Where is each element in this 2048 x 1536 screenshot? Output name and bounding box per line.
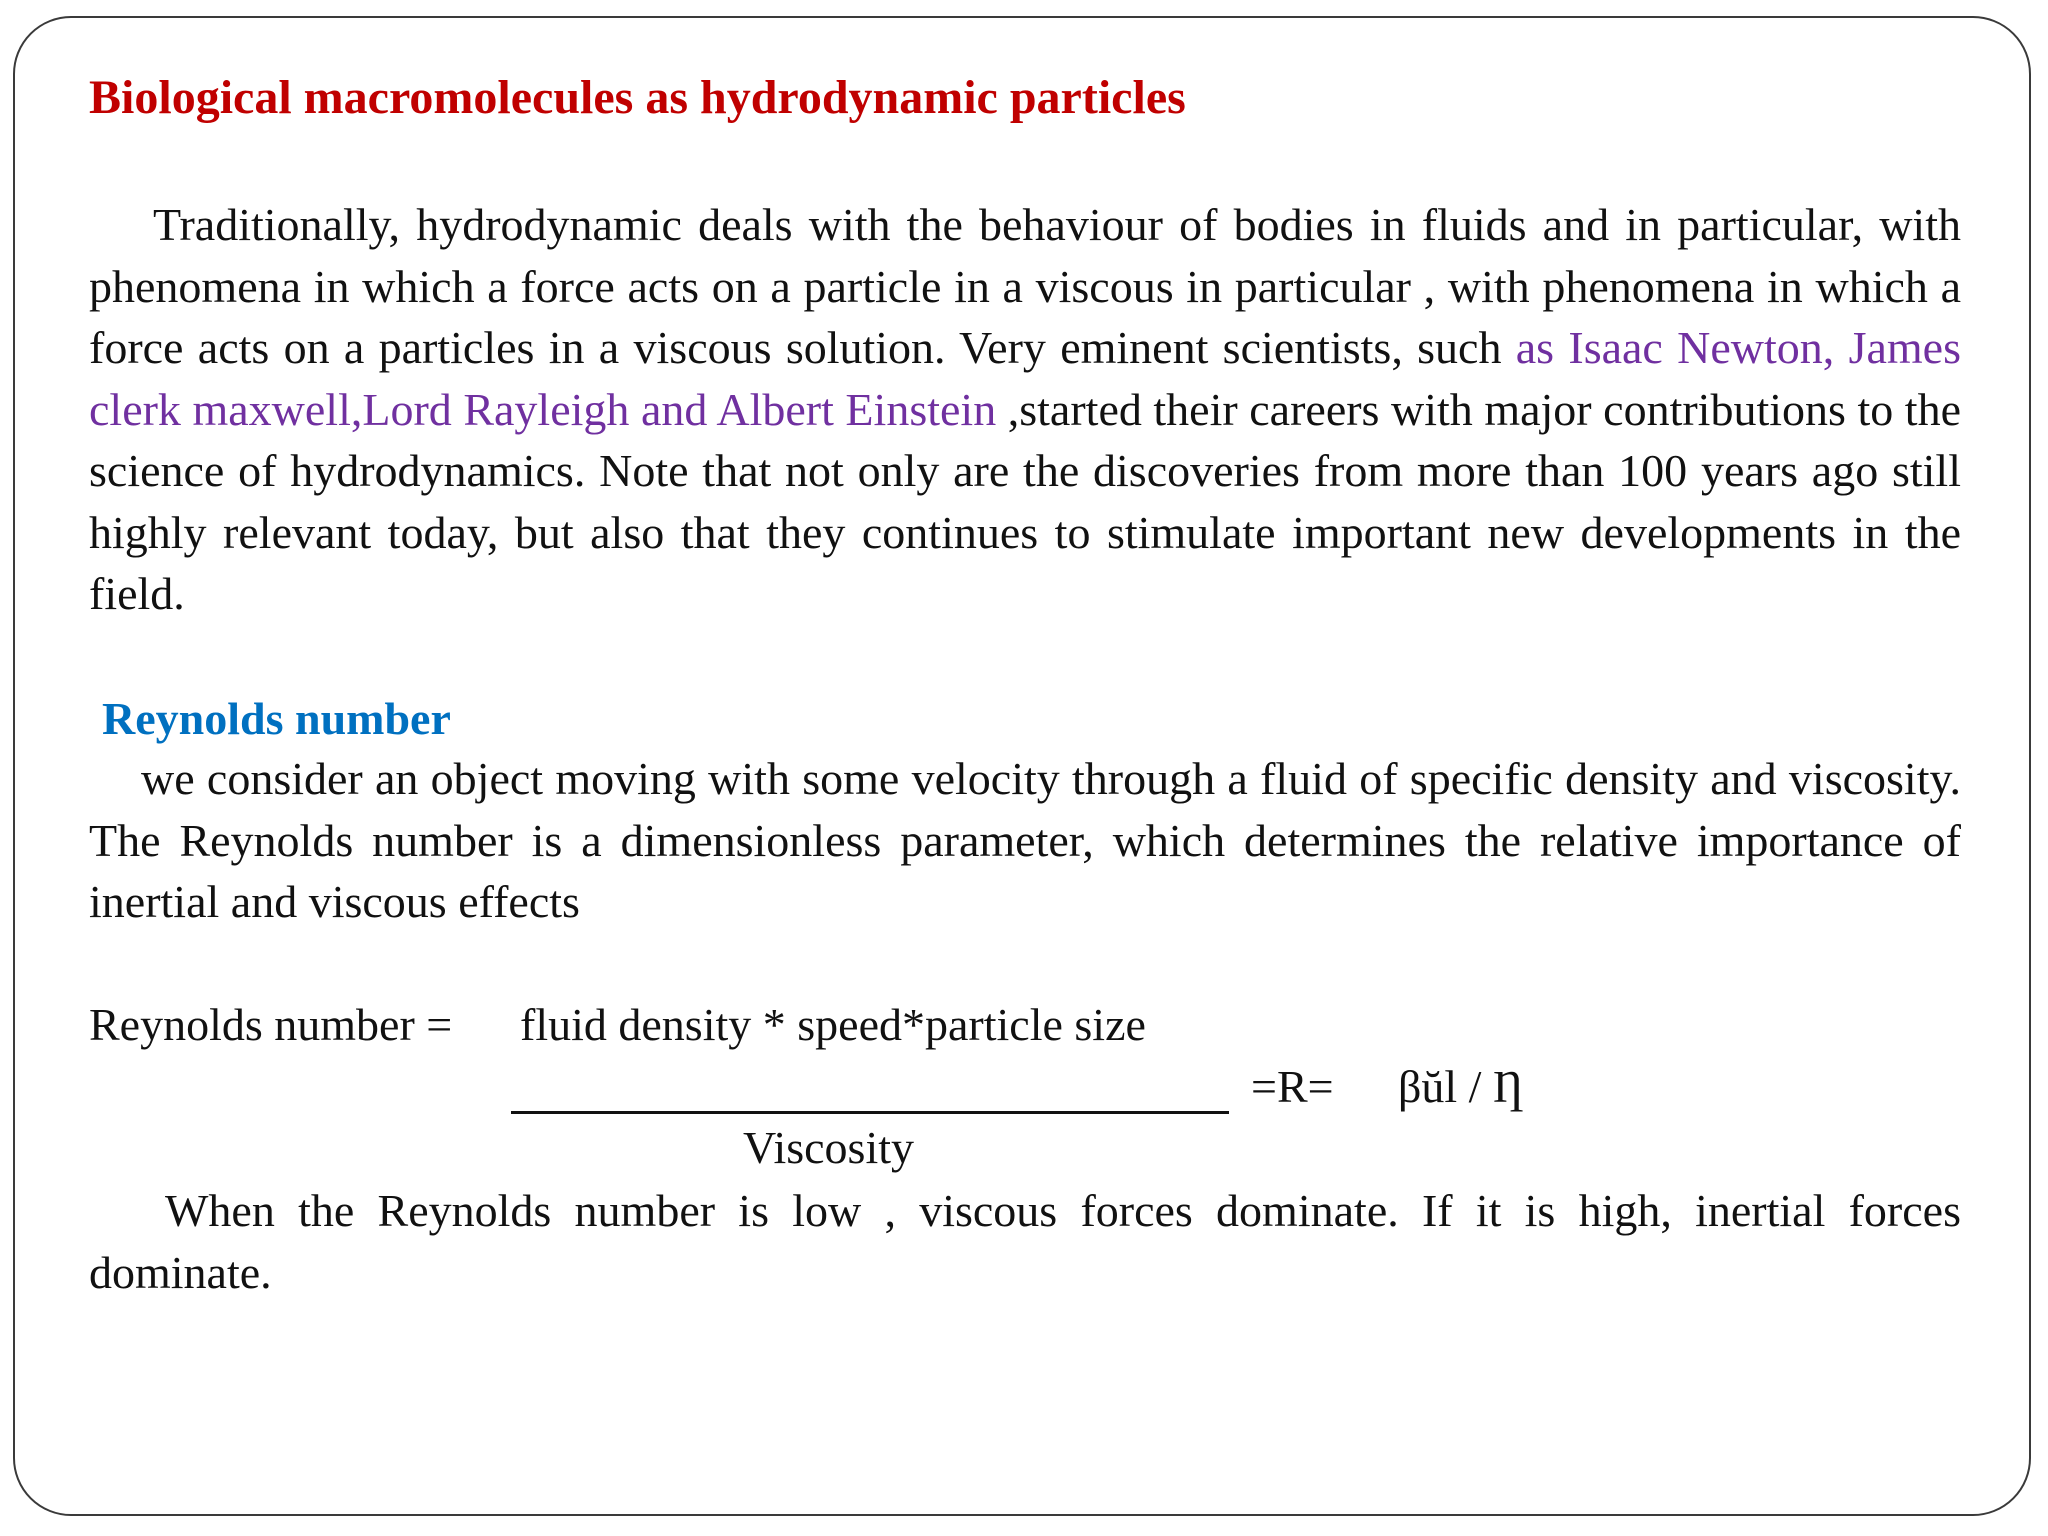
- reynolds-description-paragraph: [89, 748, 1961, 933]
- formula-lhs: Reynolds number =: [89, 999, 453, 1050]
- formula-equals-r: =R=: [1251, 1061, 1334, 1112]
- formula-numerator: fluid density * speed*particle size: [520, 999, 1146, 1050]
- intro-paragraph-start: Traditionally, hydrodynamic deals with the behaviour of bodies in fluids and in particular, with phenomena in which a force acts on a particle in a viscous in particular , with phenomena in which a force acts on a particles in a viscous solution. Very eminent scientists, such: [89, 199, 1961, 373]
- scientists-list: as Isaac Newton, James clerk maxwell,Lord Rayleigh and Albert Einstein: [89, 322, 1961, 435]
- intro-paragraph: [89, 194, 1961, 625]
- reynolds-conclusion-paragraph: [89, 1180, 1961, 1303]
- formula-denominator: Viscosity: [743, 1122, 915, 1173]
- reynolds-number-heading: Reynolds number: [102, 693, 451, 744]
- intro-paragraph-end: ,started their careers with major contributions to the science of hydrodynamics. Note that not only are the discoveries from more than 100 years ago still highly relevant today, but also that they continues to stimulate important new developments in the field.: [89, 383, 1961, 619]
- slide-title: Biological macromolecules as hydrodynamic particles: [89, 71, 1186, 124]
- fraction-bar: [511, 1111, 1229, 1114]
- reynolds-conclusion-text: When the Reynolds number is low , viscous forces dominate. If it is high, inertial forces dominate.: [89, 1185, 1961, 1298]
- reynolds-description-text: we consider an object moving with some velocity through a fluid of specific density and viscosity. The Reynolds number is a dimensionless parameter, which determines the relative importance of inertial and viscous effects: [89, 753, 1961, 927]
- formula-symbolic-value: βŭl / Ƞ: [1398, 1061, 1523, 1112]
